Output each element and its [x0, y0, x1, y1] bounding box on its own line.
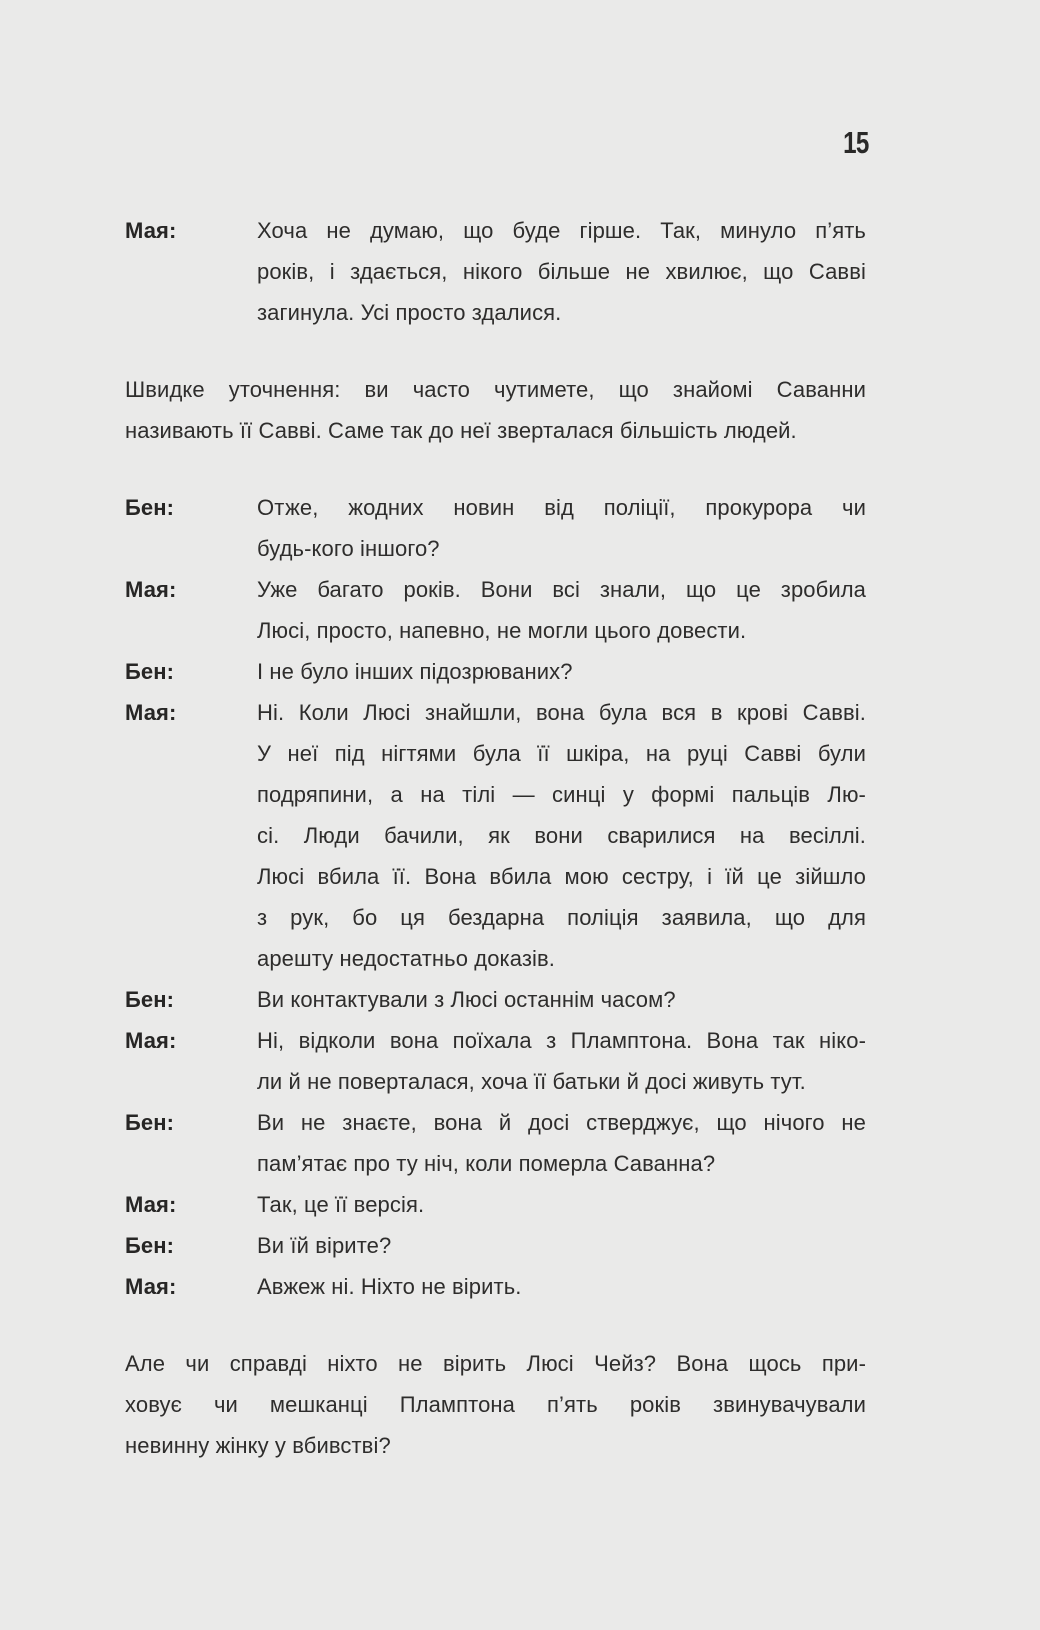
speaker-label: Бен:: [125, 1233, 175, 1258]
dialogue-line: [125, 651, 866, 692]
dialogue-text: з рук, бо ця бездарна поліція заявила, що для: [257, 905, 866, 930]
dialogue-line: [125, 251, 866, 292]
dialogue-turn: [125, 210, 866, 333]
dialogue-text: Ні. Коли Люсі знайшли, вона була вся в крові Савві.: [257, 700, 866, 725]
dialogue-line: [125, 774, 866, 815]
dialogue-text: Отже, жодних новин від поліції, прокурора чи: [257, 495, 866, 520]
dialogue-line: [125, 979, 866, 1020]
narration-text: Але чи справді ніхто не вірить Люсі Чейз? Вона щось при-: [125, 1351, 866, 1376]
dialogue-line: [125, 692, 866, 733]
dialogue-line: [125, 610, 866, 651]
dialogue-turn: [125, 487, 866, 569]
dialogue-text: Ви їй вірите?: [257, 1233, 392, 1258]
dialogue-text: сі. Люди бачили, як вони сварилися на весіллі.: [257, 823, 866, 848]
speaker-label: Бен:: [125, 495, 175, 520]
dialogue-line: [125, 210, 866, 251]
dialogue-line: [125, 292, 866, 333]
speaker-label: Мая:: [125, 1028, 177, 1053]
speaker-label: [125, 1143, 257, 1184]
dialogue-text: пам’ятає про ту ніч, коли померла Саванна?: [257, 1151, 716, 1176]
speaker-label: [125, 528, 257, 569]
dialogue-text: Ви не знаєте, вона й досі стверджує, що нічого не: [257, 1110, 866, 1135]
dialogue-line: [125, 487, 866, 528]
dialogue-line: [125, 938, 866, 979]
speaker-label: Бен:: [125, 987, 175, 1012]
dialogue-line: [125, 1266, 866, 1307]
dialogue-line: [125, 1184, 866, 1225]
speaker-label: [125, 610, 257, 651]
dialogue-text: подряпини, а на тілі — синці у формі пальців Лю-: [257, 782, 866, 807]
narration-paragraph: [125, 1343, 866, 1466]
narration-text: Швидке уточнення: ви часто чутимете, що знайомі Саванни: [125, 377, 866, 402]
narration-text: ховує чи мешканці Пламптона п’ять років звинувачували: [125, 1392, 866, 1417]
speaker-label: [125, 251, 257, 292]
dialogue-text: Так, це її версія.: [257, 1192, 425, 1217]
speaker-label: [125, 938, 257, 979]
dialogue-text: загинула. Усі просто здалися.: [257, 300, 562, 325]
dialogue-turn: [125, 651, 866, 692]
dialogue-line: [125, 1061, 866, 1102]
dialogue-text: Люсі вбила її. Вона вбила мою сестру, і їй це зійшло: [257, 864, 866, 889]
speaker-label: Бен:: [125, 1110, 175, 1135]
page-content: [125, 210, 866, 1502]
dialogue-turn: [125, 1184, 866, 1225]
dialogue-line: [125, 528, 866, 569]
dialogue-text: У неї під нігтями була її шкіра, на руці Савві були: [257, 741, 866, 766]
narration-text: називають її Савві. Саме так до неї зверталася більшість людей.: [125, 418, 797, 443]
speaker-label: [125, 897, 257, 938]
dialogue-turn: [125, 692, 866, 979]
speaker-label: Бен:: [125, 659, 175, 684]
dialogue-text: ли й не поверталася, хоча її батьки й досі живуть тут.: [257, 1069, 806, 1094]
dialogue-text: І не було інших підозрюваних?: [257, 659, 573, 684]
dialogue-line: [125, 1225, 866, 1266]
dialogue-text: Ви контактували з Люсі останнім часом?: [257, 987, 676, 1012]
dialogue-text: Хоча не думаю, що буде гірше. Так, минуло п’ять: [257, 218, 866, 243]
speaker-label: [125, 292, 257, 333]
dialogue-line: [125, 856, 866, 897]
dialogue-line: [125, 733, 866, 774]
dialogue-line: [125, 1020, 866, 1061]
dialogue-turn: [125, 1020, 866, 1102]
speaker-label: Мая:: [125, 1274, 177, 1299]
dialogue-turn: [125, 1225, 866, 1266]
speaker-label: [125, 815, 257, 856]
dialogue-line: [125, 1102, 866, 1143]
dialogue-text: Люсі, просто, напевно, не могли цього довести.: [257, 618, 747, 643]
dialogue-text: Ні, відколи вона поїхала з Пламптона. Вона так ніко-: [257, 1028, 866, 1053]
speaker-label: Мая:: [125, 1192, 177, 1217]
speaker-label: [125, 1061, 257, 1102]
speaker-label: [125, 774, 257, 815]
dialogue-line: [125, 897, 866, 938]
dialogue-turn: [125, 1266, 866, 1307]
dialogue-line: [125, 569, 866, 610]
page-number: 15: [842, 125, 868, 160]
speaker-label: Мая:: [125, 700, 177, 725]
dialogue-turn: [125, 979, 866, 1020]
dialogue-turn: [125, 569, 866, 651]
dialogue-text: Уже багато років. Вони всі знали, що це зробила: [257, 577, 866, 602]
speaker-label: [125, 856, 257, 897]
dialogue-text: будь-кого іншого?: [257, 536, 440, 561]
speaker-label: Мая:: [125, 577, 177, 602]
dialogue-text: років, і здається, нікого більше не хвилює, що Савві: [257, 259, 866, 284]
dialogue-line: [125, 1143, 866, 1184]
narration-text: невинну жінку у вбивстві?: [125, 1433, 391, 1458]
narration-paragraph: [125, 369, 866, 451]
speaker-label: [125, 733, 257, 774]
dialogue-turn: [125, 1102, 866, 1184]
speaker-label: Мая:: [125, 218, 177, 243]
dialogue-line: [125, 815, 866, 856]
dialogue-text: арешту недостатньо доказів.: [257, 946, 556, 971]
dialogue-text: Авжеж ні. Ніхто не вірить.: [257, 1274, 522, 1299]
